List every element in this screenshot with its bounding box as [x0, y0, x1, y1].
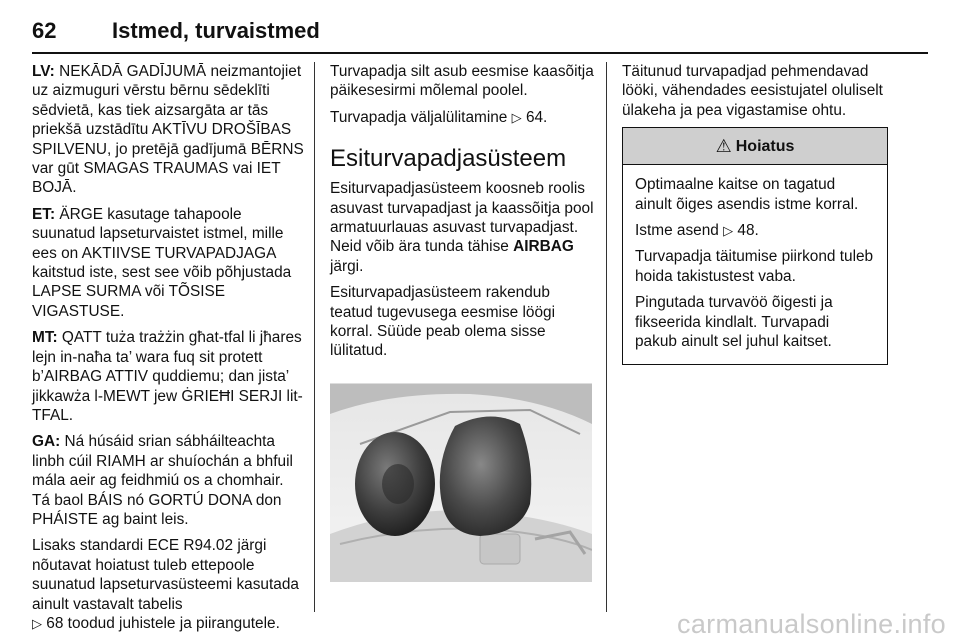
page-header — [32, 12, 928, 54]
deactivation-text: Turvapadja väljalülitamine — [330, 108, 508, 126]
seat-position-ref-link[interactable]: 48. — [737, 222, 759, 240]
airbag-marking: AIRBAG — [513, 238, 574, 256]
warning-text-4: Pingutada turvavöö õigesti ja fikseerida kindlalt. Turvapadi pakub ainult sel juhul kaitset. — [635, 294, 833, 351]
warning-estonian — [32, 205, 304, 321]
lang-tag-mt: MT: — [32, 329, 58, 347]
warning-text-1: Optimaalne kaitse on tagatud ainult õiges asendis istme korral. — [635, 176, 859, 213]
warning-header — [623, 128, 887, 165]
watermark: carmanualsonline.info — [677, 609, 946, 639]
seat-position-text: Istme asend — [635, 222, 719, 240]
warning-text-3: Turvapadja täitumise piirkond tuleb hoida takistustest vaba. — [635, 248, 874, 285]
warning-latvian — [32, 62, 304, 198]
column-middle — [330, 62, 594, 582]
warning-maltese — [32, 328, 304, 425]
page-ref-arrow-icon: ▷ — [32, 615, 42, 631]
column-left — [32, 62, 304, 640]
airbag-benefit-paragraph: Täitunud turvapadjad pehmendavad lööki, vähendades eesistujatel oluliselt ülakeha ja pea vigastamise ohtu. — [622, 63, 883, 119]
deactivation-ref-link[interactable]: 64. — [525, 108, 548, 126]
warning-body — [623, 165, 887, 364]
warning-irish — [32, 432, 304, 529]
warning-triangle-icon: ⚠ — [715, 135, 732, 156]
lv-text: NEKĀDĀ GADĪJUMĀ neizmantojiet uz aizmuguri vērstu bērnu sēdeklīti sēdvietā, kas tiek aizsargāta ar tās priekšā uzstādītu AKTĪVU DROŠĪBAS SPILVENU, jo pretējā gadījumā BĒRNS var gūt SMAGAS TRAUMAS vai IET BOJĀ. — [32, 63, 304, 197]
lang-tag-ga: GA: — [32, 433, 61, 451]
warning-text-2 — [635, 221, 875, 240]
mt-text: QATT tuża trażżin għat-tfal li jħares lejn in-naħa ta’ wara fuq sit protett b’AIRBAG ATTIV quddiemu; dan jista’ jikkawża l-MEWT jew ĠRIEĦI SERJI lit-TFAL. — [32, 329, 303, 424]
standard-text: Lisaks standardi ECE R94.02 järgi nõutavat hoiatust tuleb ettepoole suunatud lapseturvasüsteemi kasutada ainult vastavalt tabelis — [32, 537, 299, 613]
system-description-paragraph — [330, 179, 594, 276]
column-right — [622, 62, 888, 365]
column-divider-1 — [314, 62, 315, 612]
lang-tag-et: ET: — [32, 205, 56, 223]
page-ref-arrow-icon: ▷ — [723, 223, 734, 239]
airbag-deactivation-paragraph — [330, 108, 594, 127]
warning-title: Hoiatus — [735, 137, 795, 155]
column-divider-2 — [606, 62, 607, 612]
system-text-end: järgi. — [330, 257, 364, 275]
ga-text: Ná húsáid srian sábháilteachta linbh cúil RIAMH ar shuíochán a bhfuil mála aeir ag feidhmiú os a chomhair. Tá baol BÁIS nó GORTÚ DONA don PHÁISTE ag baint leis. — [32, 433, 293, 528]
system-text: Esiturvapadjasüsteem koosneb roolis asuvast turvapadjast ja kaassõitja pool armatuurlauas asuvast turvapadjast. Neid võib ära tunda tähise — [330, 180, 594, 256]
standard-ref-link[interactable]: 68 toodud juhistele ja piirangutele. — [46, 614, 280, 632]
activation-paragraph: Esiturvapadjasüsteem rakendub teatud tugevusega eesmise löögi korral. Süüde peab olema sisse lülitatud. — [330, 284, 556, 360]
lang-tag-lv: LV: — [32, 63, 55, 80]
page-number: 62 — [32, 18, 57, 43]
page-ref-arrow-icon: ▷ — [511, 109, 522, 125]
standard-paragraph — [32, 536, 304, 633]
page-title: Istmed, turvaistmed — [112, 18, 320, 43]
airbag-label-paragraph: Turvapadja silt asub eesmise kaasõitja päikesesirmi mõlemal poolel. — [330, 63, 594, 100]
warning-box — [622, 127, 888, 365]
et-text: ÄRGE kasutage tahapoole suunatud lapseturvaistet istmel, mille ees on AKTIIVSE TURVAPADJAGA kaitstud iste, sest see võib põhjustada LAPSE SURMA või TÕSISE VIGASTUSE. — [32, 205, 292, 320]
section-heading: Esiturvapadjasüsteem — [330, 145, 567, 173]
airbag-illustration — [330, 383, 592, 582]
